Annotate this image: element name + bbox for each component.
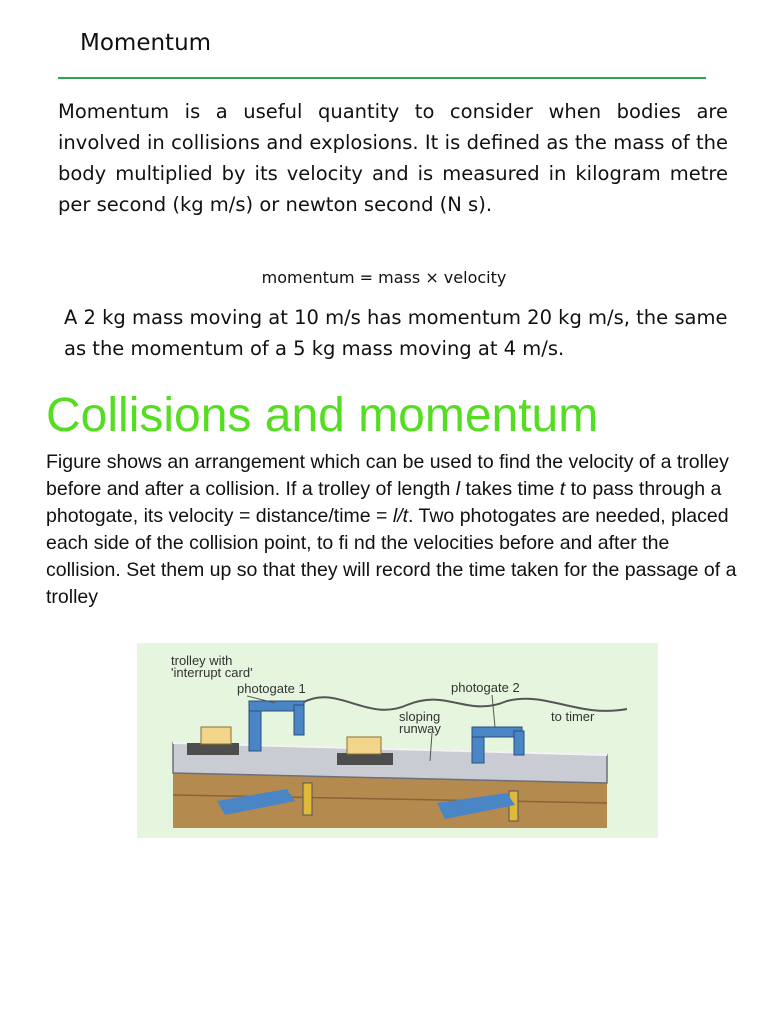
body-text-2: takes time: [460, 478, 560, 500]
trolley-1-card: [201, 727, 231, 744]
label-trolley-line-2: 'interrupt card': [171, 665, 253, 680]
body-text-3: to pass through a photogate, its velocity = distance/time =: [46, 478, 722, 527]
photogate-1-left: [249, 705, 261, 751]
intro-paragraph: Momentum is a useful quantity to consider when bodies are involved in collisions and explosions. It is defined as the mass of the body multiplied by its velocity and is measured in kilogram metre per second (kg m/s) or newton second (N s).: [58, 100, 728, 216]
trolley-1-body: [187, 743, 239, 755]
body-text-4: . Two photogates are needed, placed each side of the collision point, to fi nd the velocities before and after the collision. Set them up so that they will record the time taken for the passage of a trolley: [46, 505, 737, 608]
photogate-figure: [137, 643, 658, 838]
label-runway-line-2: runway: [399, 721, 441, 736]
body-text-1: Figure shows an arrangement which can be used to find the velocity of a trolley before and after a collision. If a trolley of length: [46, 451, 729, 500]
section-title: Collisions and momentum: [46, 389, 599, 442]
leader-photogate-2: [492, 695, 495, 727]
label-timer: to timer: [551, 709, 595, 724]
trolley-2-body: [337, 753, 393, 765]
body-paragraph: [46, 449, 746, 611]
label-trolley-line-1: trolley with: [171, 653, 233, 668]
example-paragraph: A 2 kg mass moving at 10 m/s has momentum 20 kg m/s, the same as the momentum of a 5 kg mass moving at 4 m/s.: [64, 306, 728, 360]
label-photogate-1: photogate 1: [237, 681, 306, 696]
photogate-1-right: [294, 705, 304, 735]
page-heading: Momentum: [80, 30, 212, 56]
photogate-diagram: [137, 643, 658, 838]
trolley-2-card: [347, 737, 381, 754]
photogate-2-right: [514, 731, 524, 755]
label-photogate-2: photogate 2: [451, 680, 520, 695]
var-t: t: [559, 478, 566, 500]
support-post-2: [509, 791, 518, 821]
heading-divider: [58, 77, 706, 79]
var-l-over-t: l/t: [392, 505, 409, 527]
momentum-formula: momentum = mass × velocity: [261, 268, 507, 287]
support-post-1: [303, 783, 312, 815]
label-runway-line-1: sloping: [399, 709, 441, 724]
var-l: l: [455, 478, 461, 500]
